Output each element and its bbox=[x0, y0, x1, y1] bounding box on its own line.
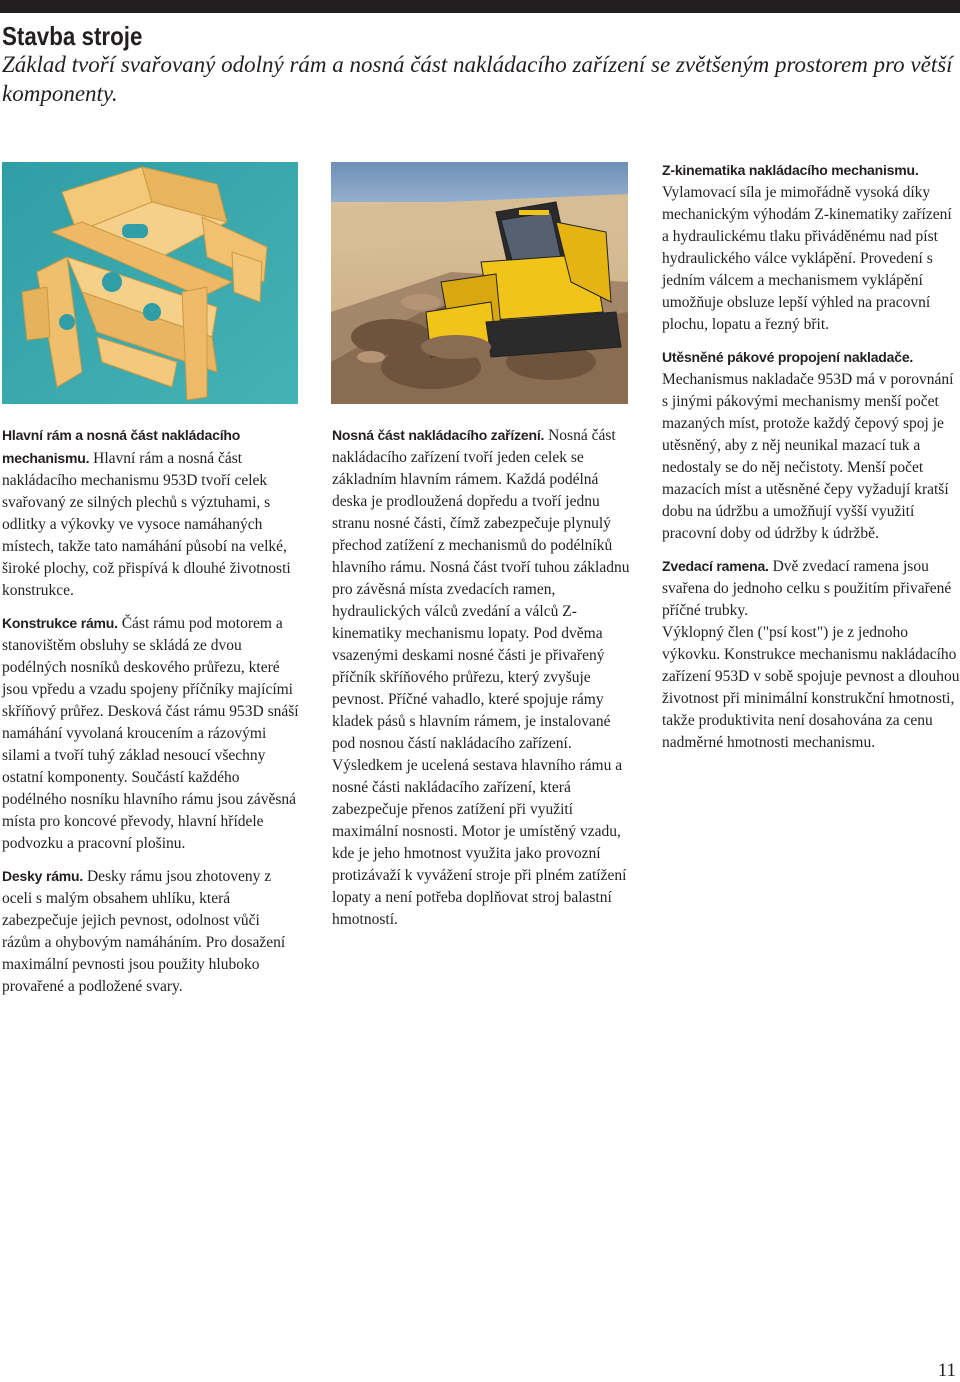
paragraph-frame-construction bbox=[2, 612, 302, 855]
paragraph-heading: Utěsněné pákové propojení nakladače. bbox=[662, 349, 914, 365]
paragraph-frame-plates bbox=[2, 865, 302, 998]
paragraph-heading: Desky rámu. bbox=[2, 868, 84, 884]
main-frame-render-image bbox=[2, 162, 298, 404]
paragraph-dog-bone bbox=[662, 622, 960, 754]
paragraph-main-frame bbox=[2, 424, 302, 602]
paragraph-text: Výklopný člen ("psí kost") je z jednoho výkovku. Konstrukce mechanismu nakládacího zařízení 953D v sobě spojuje pevnost a dlouhou životnost při minimální konstrukční hmotnosti, takže produktivita není dosahována za cenu nadměrné hmotnosti mechanismu. bbox=[662, 624, 960, 751]
column-middle bbox=[332, 424, 630, 941]
paragraph-text: Vylamovací síla je mimořádně vysoká díky mechanickým výhodám Z-kinematiky zařízení a hydraulickému tlaku přiváděnému nad píst hydraulického válce vyklápění. Provedení s jedním válcem a mechanismem vyklápění umožňuje obsluze lepší výhled na pracovní plochu, lopatu a řezný břit. bbox=[662, 184, 952, 333]
paragraph-loader-tower bbox=[332, 424, 630, 931]
paragraph-text: Hlavní rám a nosná část nakládacího mechanismu 953D tvoří celek svařovaný ze silných plechů s výztuhami, s odlitky a výkovky ve vysoce namáhaných místech, takže tato namáhání působí na velké, široké plochy, což přispívá k dlouhé životnosti konstrukce. bbox=[2, 450, 291, 599]
column-right bbox=[662, 159, 960, 764]
header-rule bbox=[0, 0, 960, 13]
paragraph-text: Desky rámu jsou zhotoveny z oceli s malým obsahem uhlíku, která zabezpečuje jejich pevnost, odolnost vůči rázům a ohybovým namáháním. Pro dosažení maximální pevnosti jsou použity hluboko provařené a podložené svary. bbox=[2, 868, 286, 995]
paragraph-heading: Konstrukce rámu. bbox=[2, 615, 118, 631]
paragraph-heading: Hlavní rám a nosná část nakládacího mechanismu. bbox=[2, 427, 241, 466]
paragraph-text: Část rámu pod motorem a stanovištěm obsluhy se skládá ze dvou podélných nosníků deskového průřezu, které jsou vpředu a vzadu spojeny příčníky majícími skříňový průřez. Desková část rámu 953D snáší namáhání vyvolaná kroucením a rázovými silami a tvoří tuhý základ nesoucí všechny ostatní komponenty. Součástí každého podélného nosníku hlavního rámu jsou závěsná místa pro koncové převody, hlavní hřídele podvozku a pracovní plošinu. bbox=[2, 615, 299, 852]
paragraph-heading: Zvedací ramena. bbox=[662, 558, 769, 574]
page-subtitle: Základ tvoří svařovaný odolný rám a nosná část nakládacího zařízení se zvětšeným prostorem pro větší komponenty. bbox=[2, 52, 953, 106]
paragraph-heading: Nosná část nakládacího zařízení. bbox=[332, 427, 545, 443]
paragraph-heading: Z-kinematika nakládacího mechanismu. bbox=[662, 162, 919, 178]
paragraph-z-bar-linkage bbox=[662, 159, 960, 336]
paragraph-text: Dvě zvedací ramena jsou svařena do jednoho celku s použitím přivařené příčné trubky. bbox=[662, 558, 952, 619]
page-number: 11 bbox=[937, 1360, 956, 1381]
page-title: Stavba stroje bbox=[2, 21, 143, 51]
paragraph-text: Nosná část nakládacího zařízení tvoří jeden celek se základním hlavním rámem. Každá podélná deska je prodloužená dopředu a tvoří jednu stranu nosné části, čímž zabezpečuje plynulý přechod zatížení z mechanismů do podélníků hlavního rámu. Nosná část tvoří tuhou základnu pro závěsná místa zvedacích ramen, hydraulických válců zvedání a válců Z-kinematiky mechanismu lopaty. Pod dvěma vsazenými deskami nosné části je přivařený příčník skříňového průřezu, který zvyšuje pevnost. Příčné vahadlo, které spojuje rámy kladek pásů s hlavním rámem, je instalované pod nosnou částí nakládacího zařízení. Výsledkem je ucelená sestava hlavního rámu a nosné části nakládacího zařízení, která zabezpečuje přenos zatížení při využití maximální nosnosti. Motor je umístěný vzadu, kde je jeho hmotnost využita jako provozní protizávaží k vyvážení stroje při plném zatížení lopaty a není potřeba doplňovat stroj balastní hmotností. bbox=[332, 427, 630, 928]
track-loader-photo bbox=[331, 162, 628, 404]
paragraph-text: Mechanismus nakladače 953D má v porovnání s jinými pákovými mechanismy menší počet mazaných míst, protože každý čepový spoj je utěsněný, aby z něj neunikal mazací tuk a nedostaly se do něj nečistoty. Menší počet mazacích míst a utěsněné čepy vyžadují kratší dobu na údržbu a umožňují vyšší využití pracovní doby od údržby k údržbě. bbox=[662, 371, 954, 542]
paragraph-lift-arms bbox=[662, 555, 960, 622]
paragraph-sealed-linkage bbox=[662, 346, 960, 545]
column-left bbox=[2, 424, 302, 1008]
